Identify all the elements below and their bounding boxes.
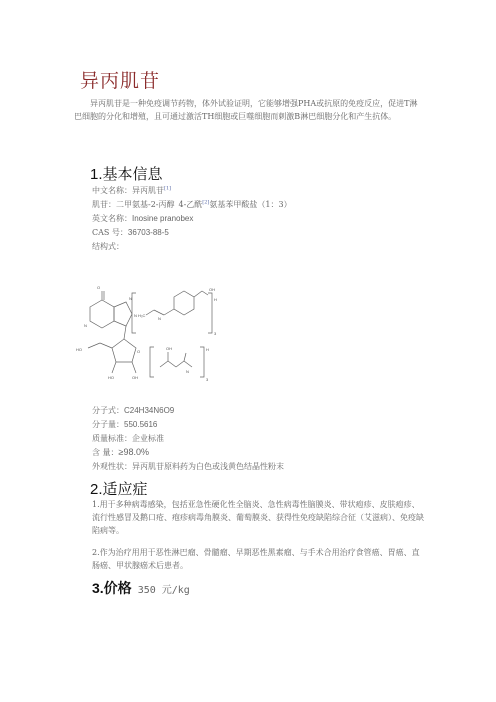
appearance-row: [92, 461, 284, 472]
svg-text:H: H: [214, 297, 217, 302]
molecular-weight-row: [92, 419, 157, 430]
svg-text:H₃C: H₃C: [138, 313, 146, 318]
indication-item-2: 2.作为治疗用用于恶性淋巴瘤、骨髓瘤、早期恶性黑素瘤、与手术合用治疗食管癌、胃癌、直肠癌、甲状腺癌术后患者。: [92, 548, 420, 570]
section-heading-indications: 2.适应症: [90, 481, 148, 498]
appearance-label: 外观性状：: [92, 462, 132, 471]
svg-text:OH: OH: [132, 375, 138, 380]
svg-text:OH: OH: [209, 287, 215, 292]
formula-label: 分子式：: [92, 406, 124, 415]
cas-row: [92, 227, 169, 238]
svg-text:N: N: [186, 369, 189, 374]
alias-part1: 二甲氨基-2-丙醇: [116, 200, 175, 209]
english-name-value: Inosine pranobex: [132, 214, 194, 223]
molecular-weight-value: 550.5616: [124, 420, 158, 429]
svg-text:N: N: [134, 313, 137, 318]
svg-text:N: N: [158, 316, 161, 321]
content-value: ≥98.0%: [118, 447, 150, 457]
english-name-label: 英文名称：: [92, 214, 132, 223]
reference-link-1[interactable]: [1]: [164, 185, 172, 192]
content-row: [92, 447, 149, 458]
molecular-weight-label: 分子量：: [92, 420, 124, 429]
page-title: 异丙肌苷: [80, 70, 161, 92]
intro-paragraph: 异丙肌苷是一种免疫调节药物，体外试验证明，它能够增强PHA或抗原的免疫反应，促进T淋巴细胞的分化和增殖，且可通过激活TH细胞或巨噬细胞而刺激B淋巴细胞分化和产生抗体。: [74, 99, 418, 121]
svg-text:OH: OH: [166, 346, 172, 351]
price-heading: 3.价格: [92, 580, 132, 596]
alias-label: 肌苷：: [92, 200, 116, 209]
svg-text:O: O: [137, 349, 141, 354]
structural-formula-image: [60, 255, 220, 395]
svg-text:3: 3: [214, 331, 217, 336]
content-label: 含 量：: [92, 448, 119, 457]
english-name-row: [92, 213, 193, 224]
alias-part2: 4-乙酰: [178, 200, 203, 209]
quality-standard-value: 企业标准: [132, 434, 164, 443]
appearance-value: 异丙肌苷原料药为白色或浅黄色结晶性粉末: [132, 462, 284, 471]
reference-link-2[interactable]: [2]: [202, 199, 210, 206]
cas-label: CAS 号：: [92, 228, 128, 237]
svg-text:H: H: [206, 347, 209, 352]
svg-text:N: N: [84, 323, 87, 328]
chinese-name-label: 中文名称：: [92, 186, 132, 195]
formula-value: C24H34N6O9: [124, 406, 175, 415]
svg-text:HO: HO: [108, 375, 114, 380]
indication-item-1: 1.用于多种病毒感染，包括亚急性硬化性全脑炎、急性病毒性脑膜炎、带状疱疹、皮肤疱疹、流行性感冒及鹅口疮、疱疹病毒角膜炎、葡萄膜炎、获得性免疫缺陷综合征（艾滋病）、免疫缺陷病等。: [92, 500, 424, 535]
cas-value: 36703-88-5: [127, 228, 169, 237]
alias-row: [92, 199, 292, 210]
svg-text:N: N: [129, 296, 132, 301]
svg-text:HO: HO: [76, 347, 82, 352]
quality-standard-label: 质量标准：: [92, 434, 132, 443]
chinese-name-row: [92, 185, 171, 196]
price-value: 350 元/kg: [137, 585, 190, 596]
structure-label: 结构式：: [92, 242, 124, 251]
quality-standard-row: [92, 433, 164, 444]
formula-row: [92, 405, 174, 416]
section-heading-price: [92, 578, 190, 598]
alias-part3: 氨基苯甲酸盐（1：3）: [209, 200, 292, 209]
svg-text:3: 3: [206, 377, 209, 382]
chinese-name-value: 异丙肌苷: [132, 186, 164, 195]
svg-text:O: O: [97, 285, 101, 290]
section-heading-basic-info: 1.基本信息: [90, 166, 163, 183]
